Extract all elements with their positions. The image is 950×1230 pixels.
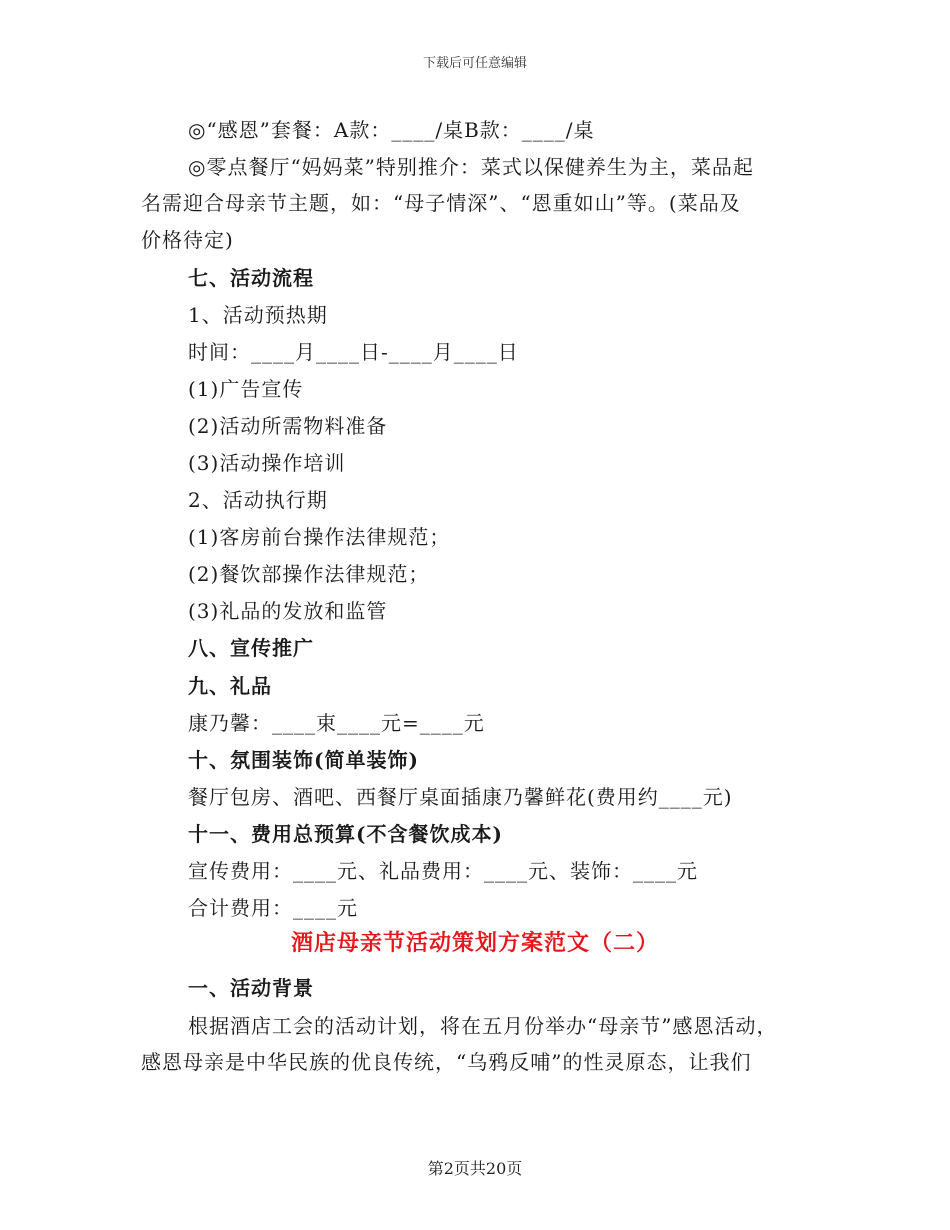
list-item: (3)礼品的发放和监管 bbox=[188, 599, 388, 623]
heading-activity-flow: 七、活动流程 bbox=[188, 266, 314, 290]
page-header: 下载后可任意编辑 bbox=[422, 56, 527, 71]
para-mama-dish-3: 价格待定) bbox=[141, 228, 234, 252]
heading-gifts: 九、礼品 bbox=[188, 674, 272, 698]
heading-background: 一、活动背景 bbox=[188, 976, 314, 1000]
package-line: ◎“感恩”套餐：A款：____/桌B款：____/桌 bbox=[188, 118, 595, 142]
para-background-2: 感恩母亲是中华民族的优良传统，“乌鸦反哺”的性灵原态，让我们 bbox=[141, 1050, 752, 1074]
para-mama-dish-2: 名需迎合母亲节主题，如：“母子情深”、“恩重如山”等。(菜品及 bbox=[141, 191, 741, 215]
decoration-line: 餐厅包房、酒吧、西餐厅桌面插康乃馨鲜花(费用约____元) bbox=[188, 785, 733, 809]
total-line: 合计费用：____元 bbox=[188, 896, 358, 920]
heading-decoration: 十、氛围装饰(简单装饰) bbox=[188, 748, 419, 772]
list-item: (3)活动操作培训 bbox=[188, 451, 346, 475]
list-item: (1)客房前台操作法律规范； bbox=[188, 525, 451, 549]
budget-line: 宣传费用：____元、礼品费用：____元、装饰：____元 bbox=[188, 859, 698, 883]
carnation-line: 康乃馨：____束____元=____元 bbox=[188, 711, 485, 735]
heading-promotion: 八、宣传推广 bbox=[188, 636, 314, 660]
list-item: (1)广告宣传 bbox=[188, 377, 304, 401]
time-line: 时间：____月____日-____月____日 bbox=[188, 340, 519, 364]
section-title: 酒店母亲节活动策划方案范文（二） bbox=[290, 930, 659, 956]
list-item: (2)餐饮部操作法律规范； bbox=[188, 562, 430, 586]
page-footer: 第2页共20页 bbox=[427, 1159, 523, 1178]
para-mama-dish-1: ◎零点餐厅“妈妈菜”特别推介：菜式以保健养生为主，菜品起 bbox=[188, 155, 754, 179]
subheading-execution: 2、活动执行期 bbox=[188, 488, 328, 512]
para-background-1: 根据酒店工会的活动计划，将在五月份举办“母亲节”感恩活动， bbox=[188, 1014, 778, 1038]
subheading-warmup: 1、活动预热期 bbox=[188, 303, 328, 327]
list-item: (2)活动所需物料准备 bbox=[188, 414, 388, 438]
heading-budget: 十一、费用总预算(不含餐饮成本) bbox=[188, 822, 503, 846]
